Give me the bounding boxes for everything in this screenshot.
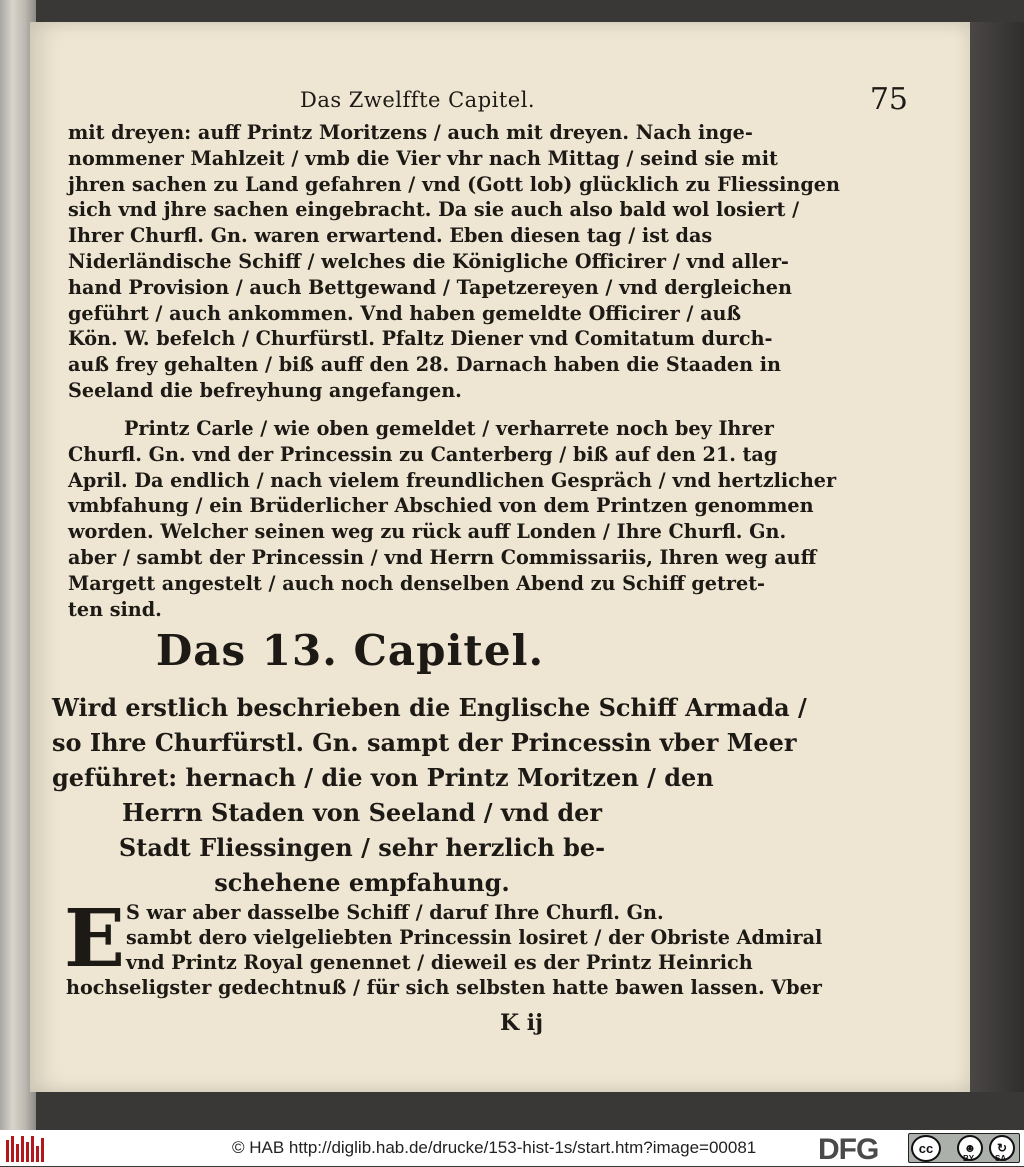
summary-line: schehene empfahung.	[214, 868, 510, 897]
text-line: mit dreyen: auff Printz Moritzens / auch mit dreyen. Nach inge-	[68, 121, 753, 144]
text-line: Ihrer Churfl. Gn. waren erwartend. Eben diesen tag / ist das	[68, 224, 713, 248]
text-line: worden. Welcher seinen weg zu rück auff Londen / Ihre Churfl. Gn.	[68, 520, 787, 544]
text-line: sambt dero vielgeliebten Princessin losiret / der Obriste Admiral	[126, 926, 823, 949]
signature-mark: K ij	[500, 1010, 544, 1036]
by-label: BY	[963, 1154, 975, 1163]
text-line: vnd Printz Royal genennet / dieweil es der Printz Heinrich	[126, 951, 753, 974]
summary-line: Stadt Fliessingen / sehr herzlich be-	[118, 833, 606, 862]
summary-line: so Ihre Churfürstl. Gn. sampt der Princessin vber Meer	[52, 728, 797, 757]
sa-label: SA	[995, 1154, 1007, 1163]
text-line: auß frey gehalten / biß auff den 28. Darnach haben die Staaden in	[68, 353, 782, 377]
footer-bar	[0, 1130, 1024, 1166]
paragraph-1	[68, 120, 840, 404]
text-line: aber / sambt der Princessin / vnd Herrn Commissariis, Ihren weg auff	[68, 545, 817, 569]
text-line: Seeland die befreyhung angefangen.	[68, 378, 462, 402]
scanned-page	[30, 22, 970, 1092]
text-line: ten sind.	[68, 597, 162, 621]
text-line: sich vnd jhre sachen eingebracht. Da sie auch also bald wol losiert /	[68, 198, 800, 222]
copyright-link[interactable]: © HAB http://diglib.hab.de/drucke/153-hist-1s/start.htm?image=00081	[232, 1138, 757, 1157]
text-line: jhren sachen zu Land gefahren / vnd (Gott lob) glücklich zu Fliessingen	[68, 172, 840, 196]
text-line: Niderländische Schiff / welches die Königliche Officirer / vnd aller-	[68, 249, 789, 273]
summary-line: geführet: hernach / die von Printz Moritzen / den	[52, 763, 714, 792]
text-line: Kön. W. befelch / Churfürstl. Pfaltz Diener vnd Comitatum durch-	[68, 327, 773, 351]
text-line: S war aber dasselbe Schiff / daruf Ihre Churfl. Gn.	[126, 901, 664, 924]
text-line: geführt / auch ankommen. Vnd haben gemeldte Officirer / auß	[68, 301, 742, 325]
text-line: April. Da endlich / nach vielem freundlichen Gespräch / vnd hertzlicher	[68, 468, 837, 492]
cc-license-badge[interactable]	[908, 1133, 1020, 1163]
text-line: nommener Mahlzeit / vmb die Vier vhr nach Mittag / seind sie mit	[68, 146, 778, 170]
running-head	[70, 82, 930, 124]
chapter-title: Das 13. Capitel.	[155, 626, 545, 675]
hab-logo-icon	[6, 1136, 44, 1162]
page-shadow	[970, 22, 1024, 1092]
chapter-body	[64, 891, 823, 1000]
attribution-icon: ☻	[957, 1135, 983, 1161]
text-line: vmbfahung / ein Brüderlicher Abschied von dem Printzen genommen	[68, 494, 814, 518]
text-line: hochseligster gedechtnuß / für sich selbsten hatte bawen lassen. Vber	[66, 976, 822, 999]
summary-line: Herrn Staden von Seeland / vnd der	[121, 798, 603, 827]
text-line: Churfl. Gn. vnd der Princessin zu Canterberg / biß auf den 21. tag	[68, 442, 778, 466]
summary-line: Wird erstlich beschrieben die Englische Schiff Armada /	[52, 693, 807, 722]
text-line: Printz Carle / wie oben gemeldet / verharrete noch bey Ihrer	[124, 417, 774, 440]
share-alike-icon: ↻	[989, 1135, 1015, 1161]
dfg-logo: DFG	[818, 1133, 879, 1166]
paragraph-2	[68, 416, 837, 622]
page-number: 75	[869, 82, 908, 117]
decorated-initial: E	[64, 891, 125, 985]
chapter-summary	[52, 690, 807, 900]
running-title: Das Zwelffte Capitel.	[300, 88, 536, 112]
cc-icon: cc	[911, 1135, 941, 1162]
text-line: Margett angestelt / auch noch denselben Abend zu Schiff getret-	[68, 571, 766, 595]
text-line: hand Provision / auch Bettgewand / Tapetzereyen / vnd dergleichen	[68, 275, 792, 299]
